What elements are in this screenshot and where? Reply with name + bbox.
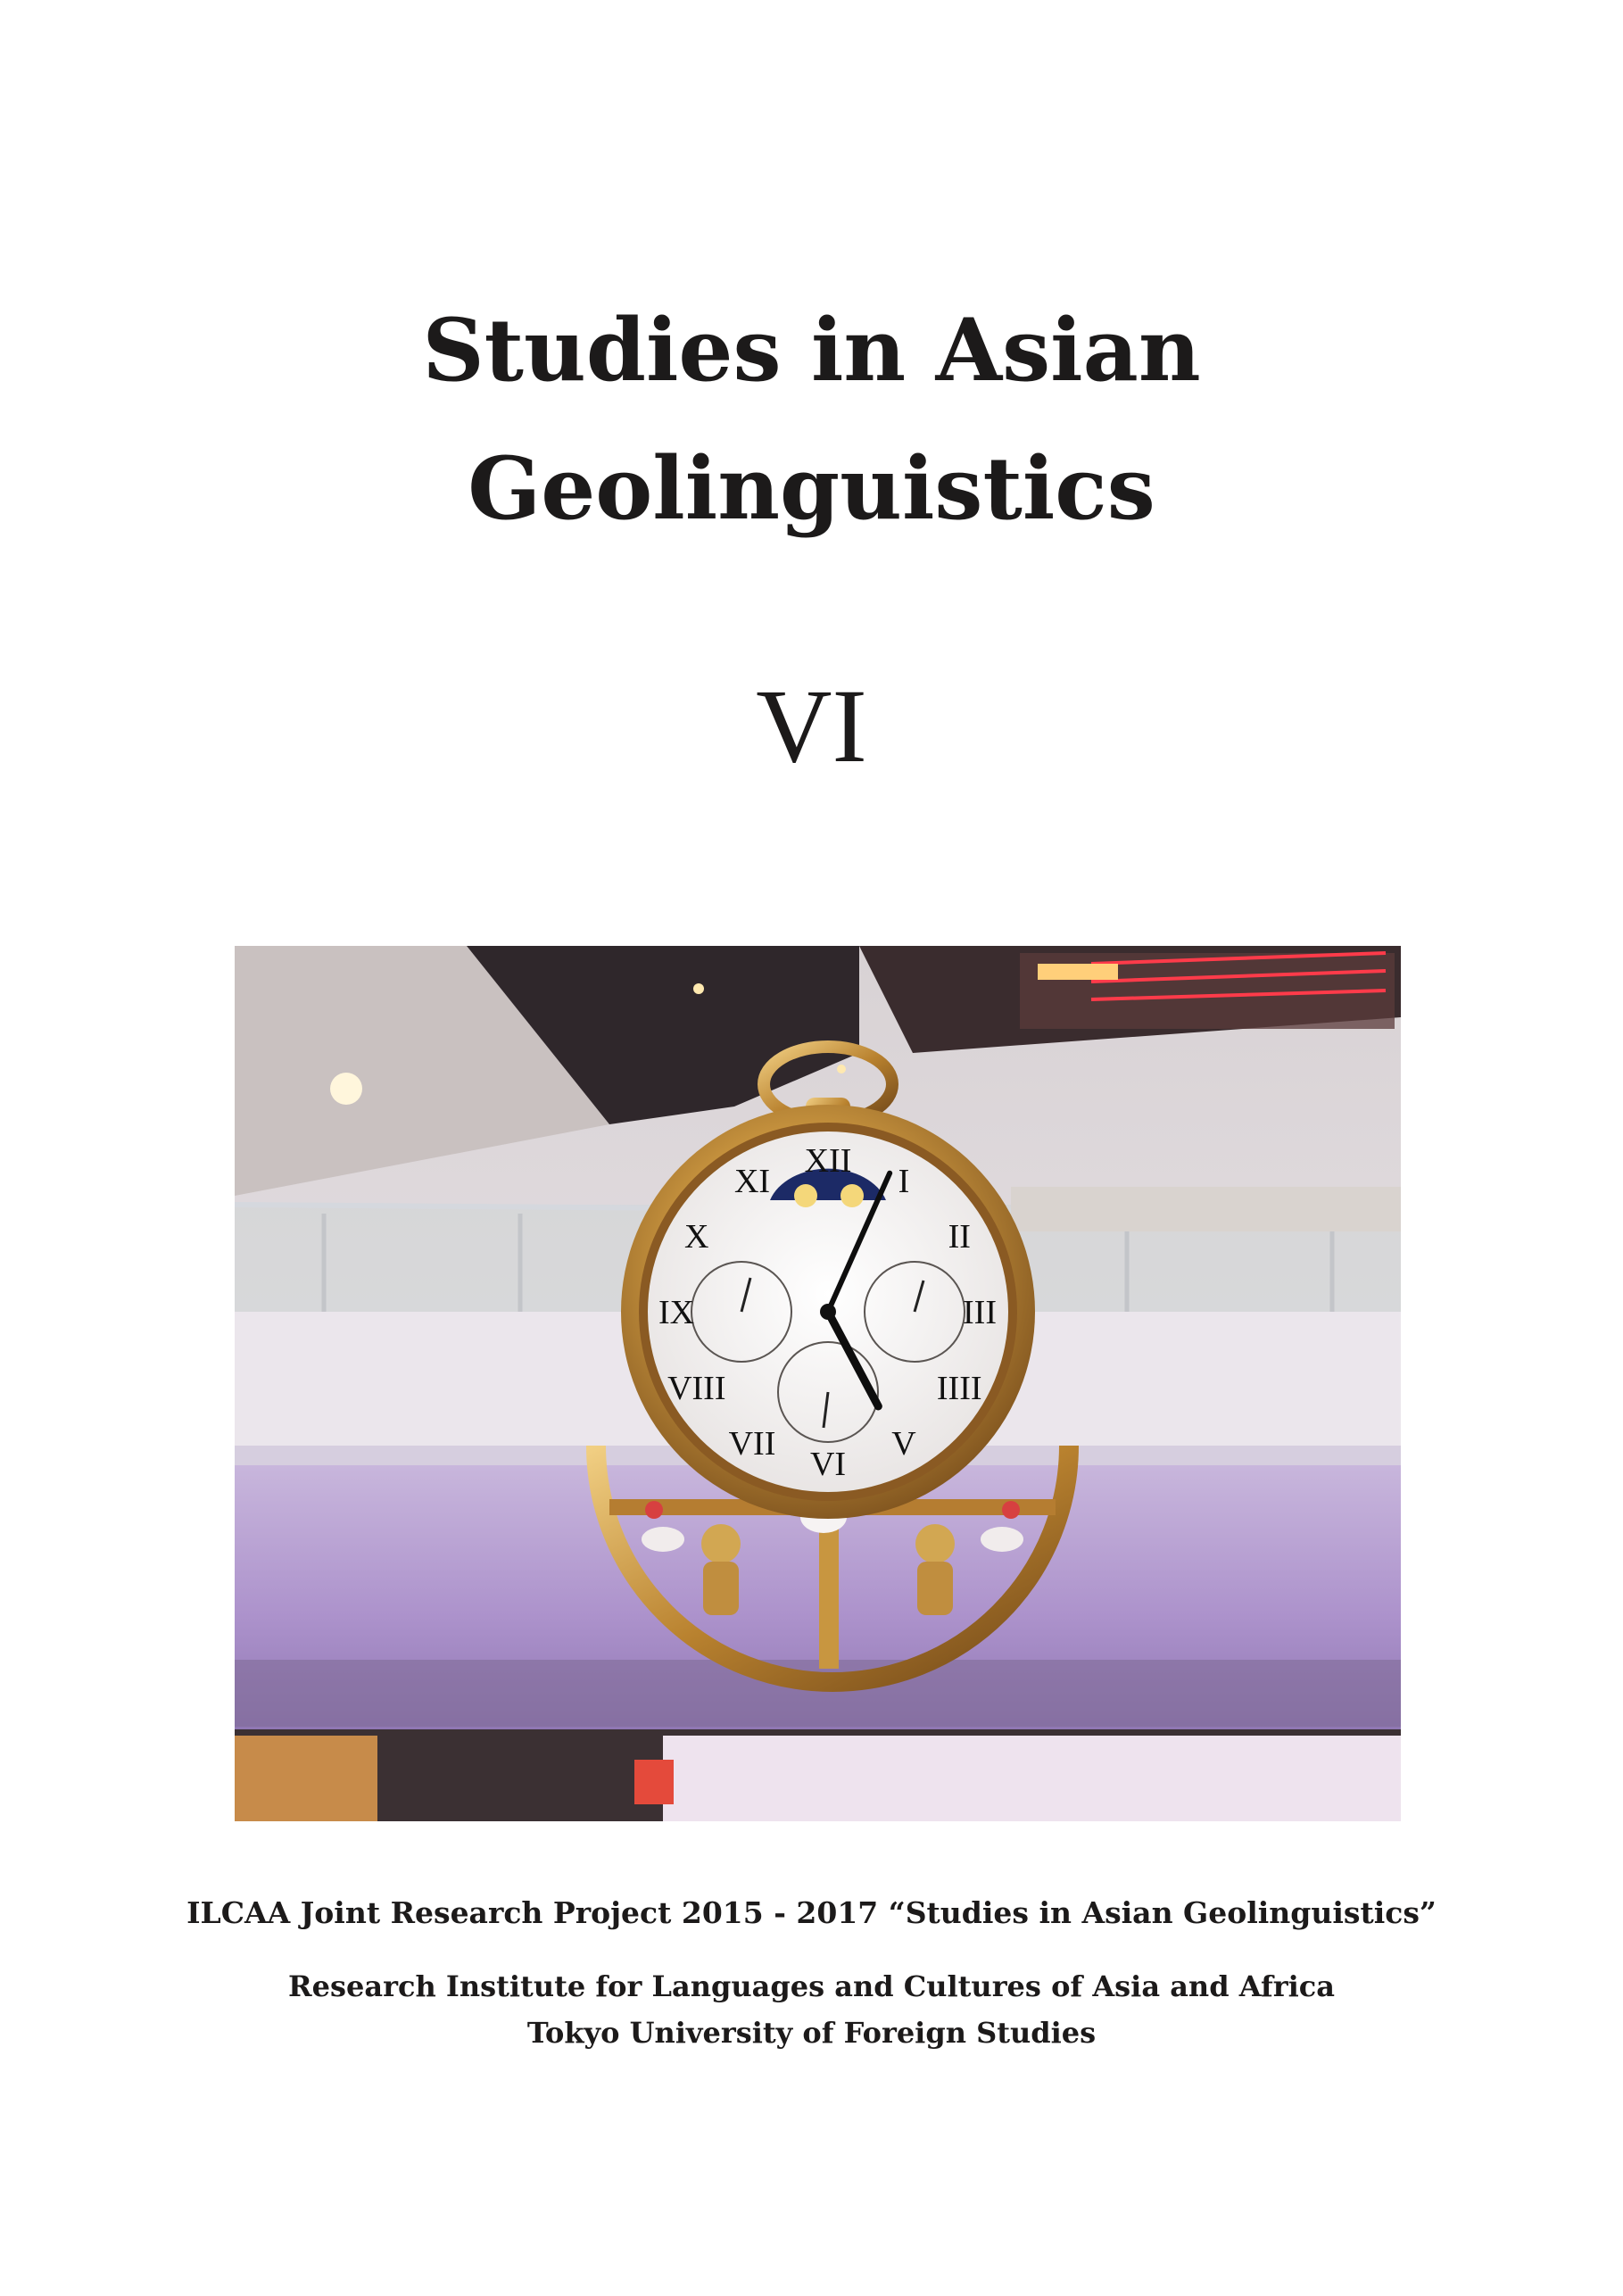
university-name: Tokyo University of Foreign Studies <box>526 2016 1097 2050</box>
volume-number: VI <box>756 667 867 784</box>
roman-numeral: XI <box>733 1162 771 1200</box>
roman-numeral: IIII <box>936 1370 982 1407</box>
roman-numeral: VI <box>809 1446 847 1483</box>
cover-title-line-2: Geolinguistics <box>468 438 1155 539</box>
automaton-stand <box>819 1517 839 1669</box>
store-sign <box>634 1760 674 1804</box>
ceiling-spotlight <box>837 1065 846 1073</box>
roman-numeral: II <box>948 1218 971 1256</box>
roman-numeral: IX <box>658 1294 695 1331</box>
institute-name: Research Institute for Languages and Cultures of Asia and Africa <box>288 1969 1335 2003</box>
shop-window-right <box>663 1736 1401 1821</box>
patterned-wall-panel <box>1011 1187 1401 1231</box>
roman-numeral: XII <box>804 1142 852 1180</box>
roman-numeral: I <box>898 1162 910 1200</box>
cover-photo-clock <box>235 946 1401 1821</box>
roman-numeral: V <box>891 1425 916 1463</box>
roman-numeral: III <box>963 1294 997 1331</box>
moon-icon <box>794 1184 817 1207</box>
ceiling-spotlight <box>693 983 704 994</box>
ceiling-spotlight <box>330 1073 362 1105</box>
roman-numeral: VIII <box>667 1370 726 1407</box>
moon-icon <box>840 1184 864 1207</box>
shop-window-left <box>235 1736 377 1821</box>
roman-numeral: X <box>684 1218 709 1256</box>
cover-title-line-1: Studies in Asian <box>422 300 1201 401</box>
lower-soffit <box>235 1660 1401 1727</box>
hand-pivot <box>820 1304 836 1320</box>
ceiling-light-strip <box>1038 964 1118 980</box>
roman-numeral: VII <box>728 1425 776 1463</box>
project-line: ILCAA Joint Research Project 2015 - 2017 “Studies in Asian Geolinguistics” <box>186 1895 1437 1930</box>
